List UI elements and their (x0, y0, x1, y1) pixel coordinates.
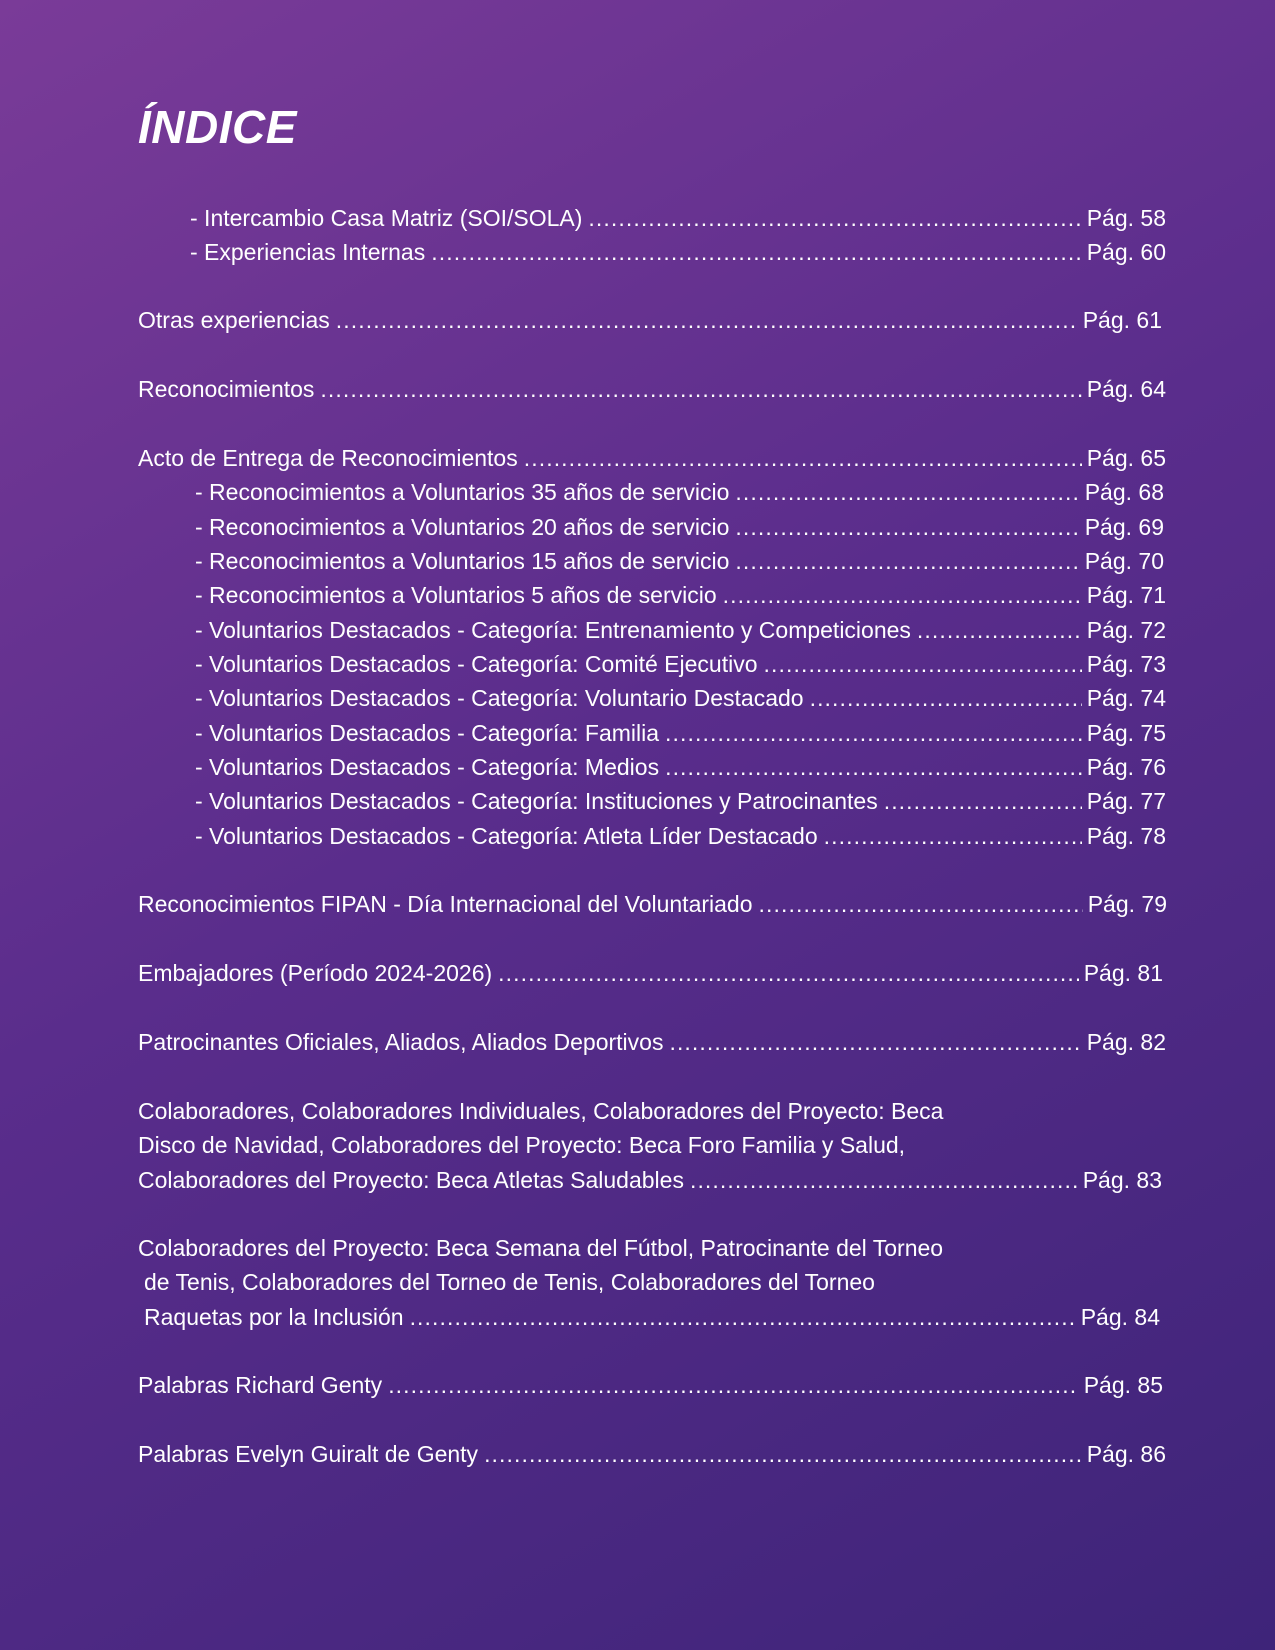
dot-leader (669, 1025, 1081, 1059)
toc-entry-label: - Reconocimientos a Voluntarios 35 años de servicio (195, 479, 730, 505)
dot-leader (824, 819, 1082, 853)
toc-entry[interactable] (138, 887, 1167, 921)
toc-entry-label: - Voluntarios Destacados - Categoría: Familia (195, 720, 660, 746)
toc-entry[interactable] (195, 510, 1164, 544)
toc-entry-label: - Voluntarios Destacados - Categoría: Instituciones y Patrocinantes (195, 788, 878, 814)
toc-entry[interactable] (195, 544, 1164, 578)
toc-entry-label: Palabras Richard Genty (138, 1372, 383, 1398)
dot-leader (498, 956, 1079, 990)
toc-entry-page: Pág. 72 (1086, 617, 1166, 643)
dot-leader (735, 544, 1079, 578)
toc-entry-label: Patrocinantes Oficiales, Aliados, Aliados Deportivos (138, 1029, 664, 1055)
toc-entry[interactable] (138, 372, 1166, 406)
dot-leader (665, 750, 1082, 784)
toc-entry-page: Pág. 81 (1083, 960, 1163, 986)
toc-entry-page: Pág. 69 (1084, 514, 1164, 540)
toc-entry-page: Pág. 60 (1086, 239, 1166, 265)
toc-entry-label: - Experiencias Internas (190, 239, 426, 265)
toc-entry-label: - Reconocimientos a Voluntarios 20 años de servicio (195, 514, 730, 540)
toc-entry-page: Pág. 68 (1084, 479, 1164, 505)
dot-leader (764, 647, 1082, 681)
toc-entry-page: Pág. 58 (1086, 205, 1166, 231)
toc-entry-page: Pág. 78 (1086, 823, 1166, 849)
toc-entry[interactable] (138, 1094, 1162, 1197)
toc-entry-page: Pág. 64 (1086, 376, 1166, 402)
toc-entry[interactable] (195, 819, 1166, 853)
toc-entry-text-line: Disco de Navidad, Colaboradores del Proyecto: Beca Foro Familia y Salud, (138, 1132, 906, 1159)
dot-leader (735, 475, 1079, 509)
toc-entry-label: Reconocimientos FIPAN - Día Internacional del Voluntariado (138, 891, 753, 917)
dot-leader (735, 510, 1079, 544)
toc-entry[interactable] (138, 956, 1163, 990)
toc-entry-page: Pág. 77 (1086, 788, 1166, 814)
dot-leader (810, 681, 1082, 715)
toc-entry-label: Embajadores (Período 2024-2026) (138, 960, 493, 986)
toc-entry-label: Raquetas por la Inclusión (144, 1303, 404, 1330)
toc-entry-label: Palabras Evelyn Guiralt de Genty (138, 1441, 479, 1467)
toc-entry-page: Pág. 76 (1086, 754, 1166, 780)
toc-entry-label: - Intercambio Casa Matriz (SOI/SOLA) (190, 205, 583, 231)
page-title: ÍNDICE (138, 101, 297, 153)
toc-entry[interactable] (138, 303, 1162, 337)
toc-entry-page: Pág. 70 (1084, 548, 1164, 574)
toc-entry-page: Pág. 83 (1082, 1166, 1162, 1193)
toc-entry[interactable] (138, 441, 1166, 475)
toc-entry-page: Pág. 86 (1086, 1441, 1166, 1467)
dot-leader (388, 1368, 1079, 1402)
toc-entry-page: Pág. 82 (1086, 1029, 1166, 1055)
toc-entry-page: Pág. 75 (1086, 720, 1166, 746)
toc-entry[interactable] (195, 475, 1164, 509)
toc-entry-page: Pág. 85 (1083, 1372, 1163, 1398)
toc-entry-text-line: de Tenis, Colaboradores del Torneo de Tenis, Colaboradores del Torneo (144, 1269, 875, 1296)
toc-entry-label: Colaboradores del Proyecto: Beca Atletas Saludables (138, 1166, 684, 1193)
toc-entry[interactable] (138, 1368, 1163, 1402)
toc-entry-page: Pág. 73 (1086, 651, 1166, 677)
toc-entry-page: Pág. 74 (1086, 685, 1166, 711)
dot-leader (665, 716, 1082, 750)
toc-entry-page: Pág. 65 (1086, 445, 1166, 471)
toc-entry[interactable] (195, 578, 1166, 612)
toc-entry-label: - Reconocimientos a Voluntarios 5 años de servicio (195, 582, 717, 608)
toc-entry-label: - Voluntarios Destacados - Categoría: Entrenamiento y Competiciones (195, 617, 911, 643)
toc-entry-label: Acto de Entrega de Reconocimientos (138, 445, 518, 471)
dot-leader (588, 201, 1081, 235)
toc-entry[interactable] (195, 613, 1166, 647)
toc-entry[interactable] (190, 201, 1166, 235)
toc-entry-text-line: Colaboradores del Proyecto: Beca Semana del Fútbol, Patrocinante del Torneo (138, 1235, 944, 1261)
dot-leader (759, 887, 1083, 921)
toc-entry-label: - Reconocimientos a Voluntarios 15 años de servicio (195, 548, 730, 574)
toc-entry-page: Pág. 71 (1086, 582, 1166, 608)
dot-leader (320, 372, 1081, 406)
dot-leader (431, 235, 1081, 269)
dot-leader (690, 1163, 1078, 1197)
toc-entry[interactable] (138, 1437, 1166, 1471)
dot-leader (723, 578, 1082, 612)
toc-entry[interactable] (195, 647, 1166, 681)
toc-entry[interactable] (138, 1025, 1166, 1059)
toc-entry[interactable] (190, 235, 1166, 269)
toc-entry-label: - Voluntarios Destacados - Categoría: Medios (195, 754, 660, 780)
dot-leader (410, 1300, 1076, 1334)
toc-entry-text-line: Colaboradores, Colaboradores Individuales, Colaboradores del Proyecto: Beca (138, 1098, 944, 1124)
dot-leader (524, 441, 1082, 475)
dot-leader (917, 613, 1082, 647)
toc-entry-page: Pág. 79 (1087, 891, 1167, 917)
toc-entry-label: - Voluntarios Destacados - Categoría: Atleta Líder Destacado (195, 823, 818, 849)
dot-leader (884, 784, 1082, 818)
toc-entry[interactable] (195, 681, 1166, 715)
dot-leader (484, 1437, 1082, 1471)
toc-entry-page: Pág. 84 (1080, 1303, 1160, 1330)
toc-entry-page: Pág. 61 (1082, 307, 1162, 333)
toc-entry-label: Otras experiencias (138, 307, 330, 333)
toc-entry[interactable] (138, 1231, 1160, 1334)
toc-entry-label: - Voluntarios Destacados - Categoría: Voluntario Destacado (195, 685, 804, 711)
toc-entry[interactable] (195, 716, 1166, 750)
toc-entry-label: Reconocimientos (138, 376, 315, 402)
toc-entry[interactable] (195, 750, 1166, 784)
toc-entry[interactable] (195, 784, 1166, 818)
toc-entry-label: - Voluntarios Destacados - Categoría: Comité Ejecutivo (195, 651, 758, 677)
dot-leader (336, 303, 1078, 337)
